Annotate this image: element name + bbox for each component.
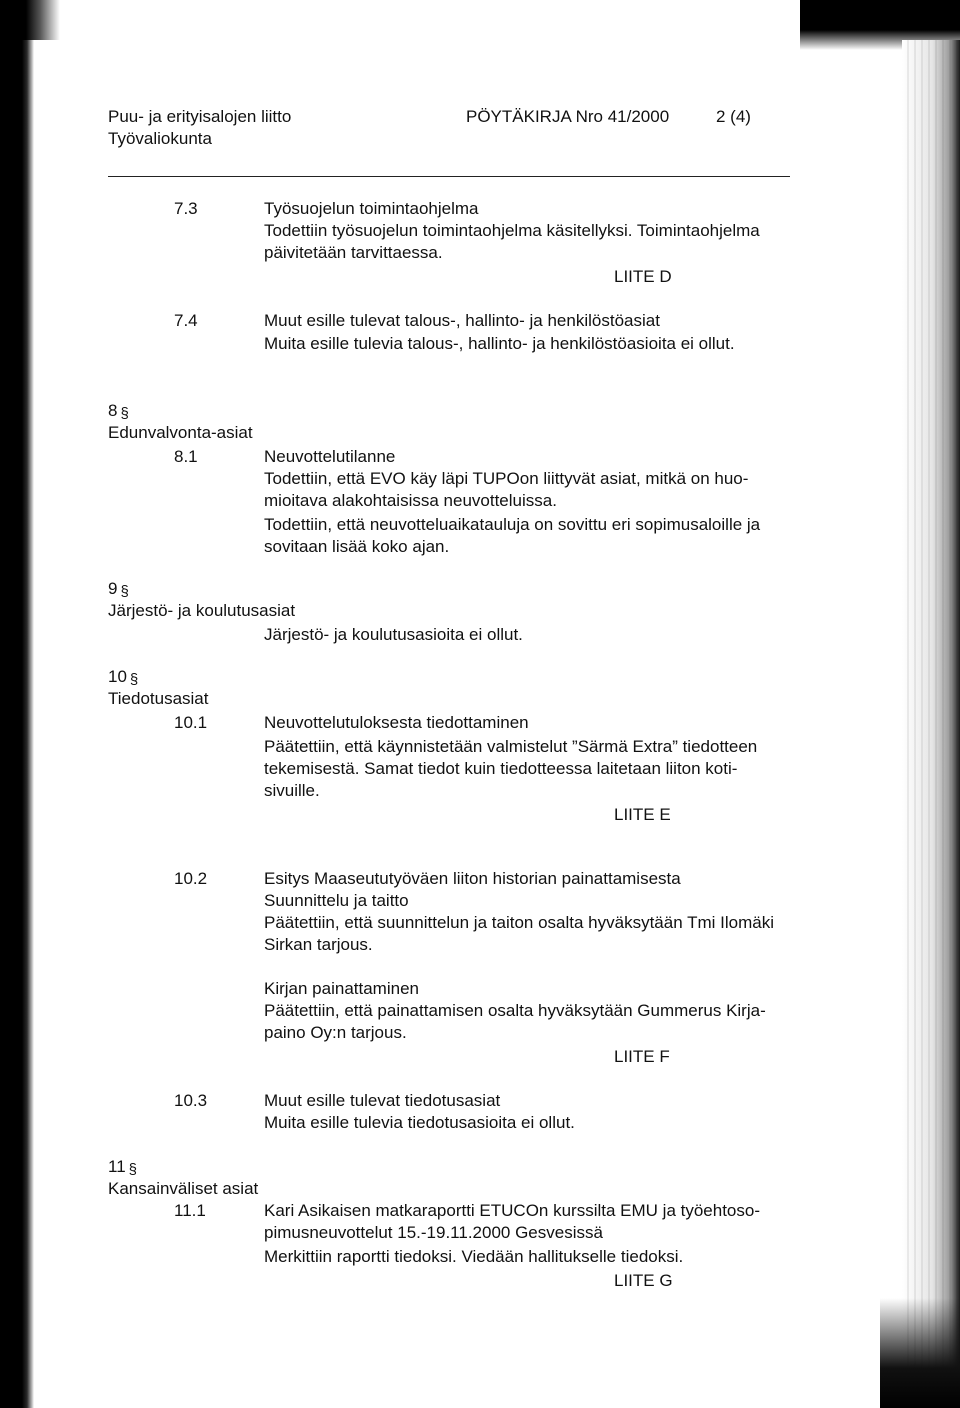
item-10-1-number: 10.1 <box>174 713 208 732</box>
item-10-2-title: Esitys Maaseututyöväen liiton historian painattamisesta <box>264 869 681 888</box>
item-10-1-body-line: Päätettiin, että käynnistetään valmistelut ”Särmä Extra” tiedotteen <box>264 737 758 756</box>
item-10-3-title: Muut esille tulevat tiedotusasiat <box>264 1091 501 1110</box>
item-10-1-appendix: LIITE E <box>614 805 671 824</box>
item-10-2-subheading: Suunnittelu ja taitto <box>264 891 409 910</box>
item-10-2-body-line: Sirkan tarjous. <box>264 935 373 954</box>
section-11-title: Kansainväliset asiat <box>108 1179 259 1198</box>
item-7-3-number: 7.3 <box>174 199 198 218</box>
header-rule <box>108 176 790 177</box>
item-8-1-body-line: sovitaan lisää koko ajan. <box>264 537 450 556</box>
item-8-1-number: 8.1 <box>174 447 198 466</box>
item-8-1-body-line: mioitava alakohtaisissa neuvotteluissa. <box>264 491 557 510</box>
scan-corner-top-left <box>0 0 60 40</box>
item-10-2-body-line: Päätettiin, että painattamisen osalta hyväksytään Gummerus Kirja- <box>264 1001 766 1020</box>
item-7-3-body-line: Todettiin työsuojelun toimintaohjelma käsitellyksi. Toimintaohjelma <box>264 221 760 240</box>
item-10-1-body-line: sivuille. <box>264 781 320 800</box>
item-7-3-title: Työsuojelun toimintaohjelma <box>264 199 479 218</box>
item-7-4-body: Muita esille tulevia talous-, hallinto- ja henkilöstöasioita ei ollut. <box>264 334 735 353</box>
section-8-number: 8 <box>108 401 118 420</box>
item-10-1-body-line: tekemisestä. Samat tiedot kuin tiedotteessa laitetaan liiton koti- <box>264 759 738 778</box>
section-sign: § <box>129 671 139 688</box>
scan-edge-right <box>902 40 960 1408</box>
section-9-body: Järjestö- ja koulutusasioita ei ollut. <box>264 625 523 644</box>
item-11-1-body-line: pimusneuvottelut 15.-19.11.2000 Gesvesissä <box>264 1223 603 1242</box>
section-8-title: Edunvalvonta-asiat <box>108 423 253 442</box>
item-10-2-body-line: Päätettiin, että suunnittelun ja taiton osalta hyväksytään Tmi Ilomäki <box>264 913 774 932</box>
header-page-number: 2 (4) <box>716 107 751 126</box>
section-sign: § <box>120 583 129 600</box>
item-8-1-title: Neuvottelutilanne <box>264 447 396 466</box>
section-sign: § <box>128 1161 137 1178</box>
item-7-3-appendix: LIITE D <box>614 267 672 286</box>
item-8-1-body-line: Todettiin, että EVO käy läpi TUPOon liittyvät asiat, mitkä on huo- <box>264 469 749 488</box>
section-10-title: Tiedotusasiat <box>108 689 209 708</box>
item-10-1-title: Neuvottelutuloksesta tiedottaminen <box>264 713 529 732</box>
item-11-1-body-line: Merkittiin raportti tiedoksi. Viedään hallitukselle tiedoksi. <box>264 1247 684 1266</box>
section-9-number: 9 <box>108 579 118 598</box>
section-9-title: Järjestö- ja koulutusasiat <box>108 601 296 620</box>
item-7-3-body-line: päivitetään tarvittaessa. <box>264 243 443 262</box>
item-7-4-title: Muut esille tulevat talous-, hallinto- ja henkilöstöasiat <box>264 311 660 330</box>
section-sign: § <box>120 405 129 422</box>
item-10-2-body-line: paino Oy:n tarjous. <box>264 1023 407 1042</box>
item-10-2-number: 10.2 <box>174 869 208 888</box>
section-11-number: 11 <box>108 1157 126 1176</box>
item-10-3-body: Muita esille tulevia tiedotusasioita ei ollut. <box>264 1113 575 1132</box>
header-committee: Työvaliokunta <box>108 129 212 148</box>
scan-corner-bottom-right <box>880 1298 960 1408</box>
header-doc-title: PÖYTÄKIRJA Nro 41/2000 <box>466 107 670 126</box>
section-10-number: 10 <box>108 667 127 686</box>
item-10-3-number: 10.3 <box>174 1091 208 1110</box>
header-org: Puu- ja erityisalojen liitto <box>108 107 292 126</box>
item-10-2-subheading: Kirjan painattaminen <box>264 979 419 998</box>
item-10-2-appendix: LIITE F <box>614 1047 670 1066</box>
item-7-4-number: 7.4 <box>174 311 198 330</box>
item-11-1-number: 11.1 <box>174 1201 206 1220</box>
item-11-1-appendix: LIITE G <box>614 1271 673 1290</box>
item-11-1-title: Kari Asikaisen matkaraportti ETUCOn kurssilta EMU ja työehtoso- <box>264 1201 761 1220</box>
item-8-1-body-line: Todettiin, että neuvotteluaikatauluja on sovittu eri sopimusaloille ja <box>264 515 761 534</box>
scan-edge-left <box>0 0 34 1408</box>
